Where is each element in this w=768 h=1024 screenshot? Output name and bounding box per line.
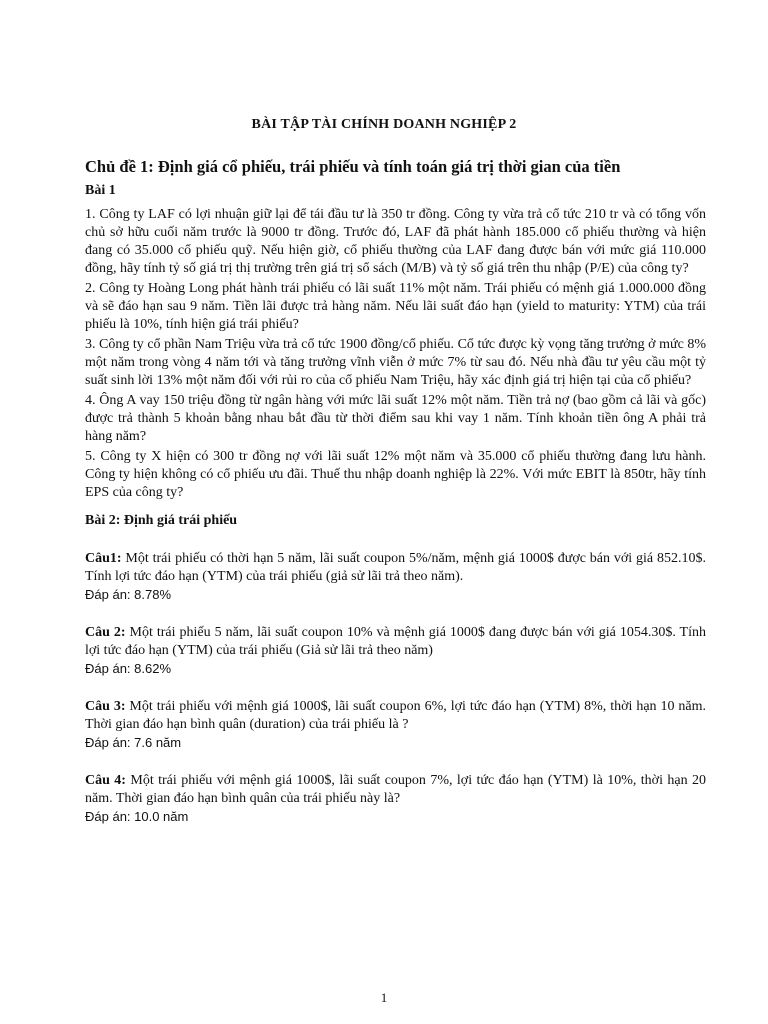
exercise-paragraph-3: 3. Công ty cổ phần Nam Triệu vừa trả cổ tức 1900 đồng/cổ phiếu. Cổ tức được kỳ vọng tăng trưởng ở mức 8% một năm trong vòng 4 năm tới và tăng trưởng vĩnh viễn ở mức 7% từ sau đó. Nếu nhà đầu tư yêu cầu một tỷ suất sinh lời 13% một năm đối với rủi ro của cổ phiếu Nam Triệu, hãy xác định giá trị hiện tại của cổ phiếu? — [85, 337, 706, 388]
question-2 — [85, 624, 706, 678]
question-3-answer: Đáp án: 7.6 năm — [85, 735, 182, 750]
question-1-text — [85, 550, 706, 586]
topic-heading: Chủ đề 1: Định giá cổ phiếu, trái phiếu và tính toán giá trị thời gian của tiền — [85, 157, 621, 176]
question-4-label: Câu 4: — [85, 773, 126, 788]
exercise-paragraph-1: 1. Công ty LAF có lợi nhuận giữ lại để tái đầu tư là 350 tr đồng. Công ty vừa trả cổ tức 210 tr và có tổng vốn chủ sở hữu cuối năm trước là 9000 tr đồng. Trước đó, LAF đã phát hành 185.000 cổ phiếu thường và hiện đang có 35.000 cổ phiếu quỹ. Nếu hiện giờ, cổ phiếu thường của LAF đang được bán với mức giá 110.000 đồng, hãy tính tỷ số giá trị thị trường trên giá trị sổ sách (M/B) và tỷ số giá trên thu nhập (P/E) của công ty? — [85, 207, 706, 276]
section-2-heading: Bài 2: Định giá trái phiếu — [85, 513, 238, 528]
page-number: 1 — [380, 990, 388, 1005]
question-4-text — [85, 772, 706, 808]
question-2-label: Câu 2: — [85, 625, 126, 640]
question-3 — [85, 698, 706, 752]
exercise-paragraph-2: 2. Công ty Hoàng Long phát hành trái phiếu có lãi suất 11% một năm. Trái phiếu có mệnh giá 1.000.000 đồng và sẽ đáo hạn sau 9 năm. Tiền lãi được trả hàng năm. Nếu lãi suất đáo hạn (yield to maturity: YTM) của trái phiếu là 10%, tính hiện giá trái phiếu? — [85, 281, 706, 332]
question-2-text — [85, 624, 706, 660]
question-3-body: Một trái phiếu với mệnh giá 1000$, lãi suất coupon 6%, lợi tức đáo hạn (YTM) 8%, thời hạn 10 năm. Thời gian đáo hạn bình quân (duration) của trái phiếu là ? — [85, 699, 706, 732]
question-1-body: Một trái phiếu có thời hạn 5 năm, lãi suất coupon 5%/năm, mệnh giá 1000$ được bán với giá 852.10$. Tính lợi tức đáo hạn (YTM) của trái phiếu (giả sử lãi trả theo năm). — [85, 551, 706, 584]
question-3-text — [85, 698, 706, 734]
question-1-label: Câu1: — [85, 551, 122, 566]
document-title: BÀI TẬP TÀI CHÍNH DOANH NGHIỆP 2 — [251, 117, 517, 132]
question-4-body: Một trái phiếu với mệnh giá 1000$, lãi suất coupon 7%, lợi tức đáo hạn (YTM) là 10%, thời hạn 20 năm. Thời gian đáo hạn bình quân của trái phiếu này là? — [85, 773, 706, 806]
question-3-label: Câu 3: — [85, 699, 126, 714]
question-4-answer: Đáp án: 10.0 năm — [85, 809, 189, 824]
exercise-paragraph-4: 4. Ông A vay 150 triệu đồng từ ngân hàng với mức lãi suất 12% một năm. Tiền trả nợ (bao gồm cả lãi và gốc) được trả thành 5 khoản bằng nhau bắt đầu từ thời điểm sau khi vay 1 năm. Tính khoản tiền ông A phải trả hàng năm? — [85, 393, 706, 444]
question-2-body: Một trái phiếu 5 năm, lãi suất coupon 10% và mệnh giá 1000$ đang được bán với giá 1054.30$. Tính lợi tức đáo hạn (YTM) của trái phiếu (Giả sử lãi trả theo năm) — [85, 625, 706, 658]
question-1-answer: Đáp án: 8.78% — [85, 587, 172, 602]
exercise-paragraph-5: 5. Công ty X hiện có 300 tr đồng nợ với lãi suất 12% một năm và 35.000 cổ phiếu thường đang lưu hành. Công ty hiện không có cổ phiếu ưu đãi. Thuế thu nhập doanh nghiệp là 22%. Với mức EBIT là 850tr, hãy tính EPS của công ty? — [85, 449, 706, 500]
question-1 — [85, 550, 706, 604]
question-4 — [85, 772, 706, 826]
document-body — [85, 182, 706, 826]
question-2-answer: Đáp án: 8.62% — [85, 661, 172, 676]
section-1-heading: Bài 1 — [85, 183, 116, 198]
